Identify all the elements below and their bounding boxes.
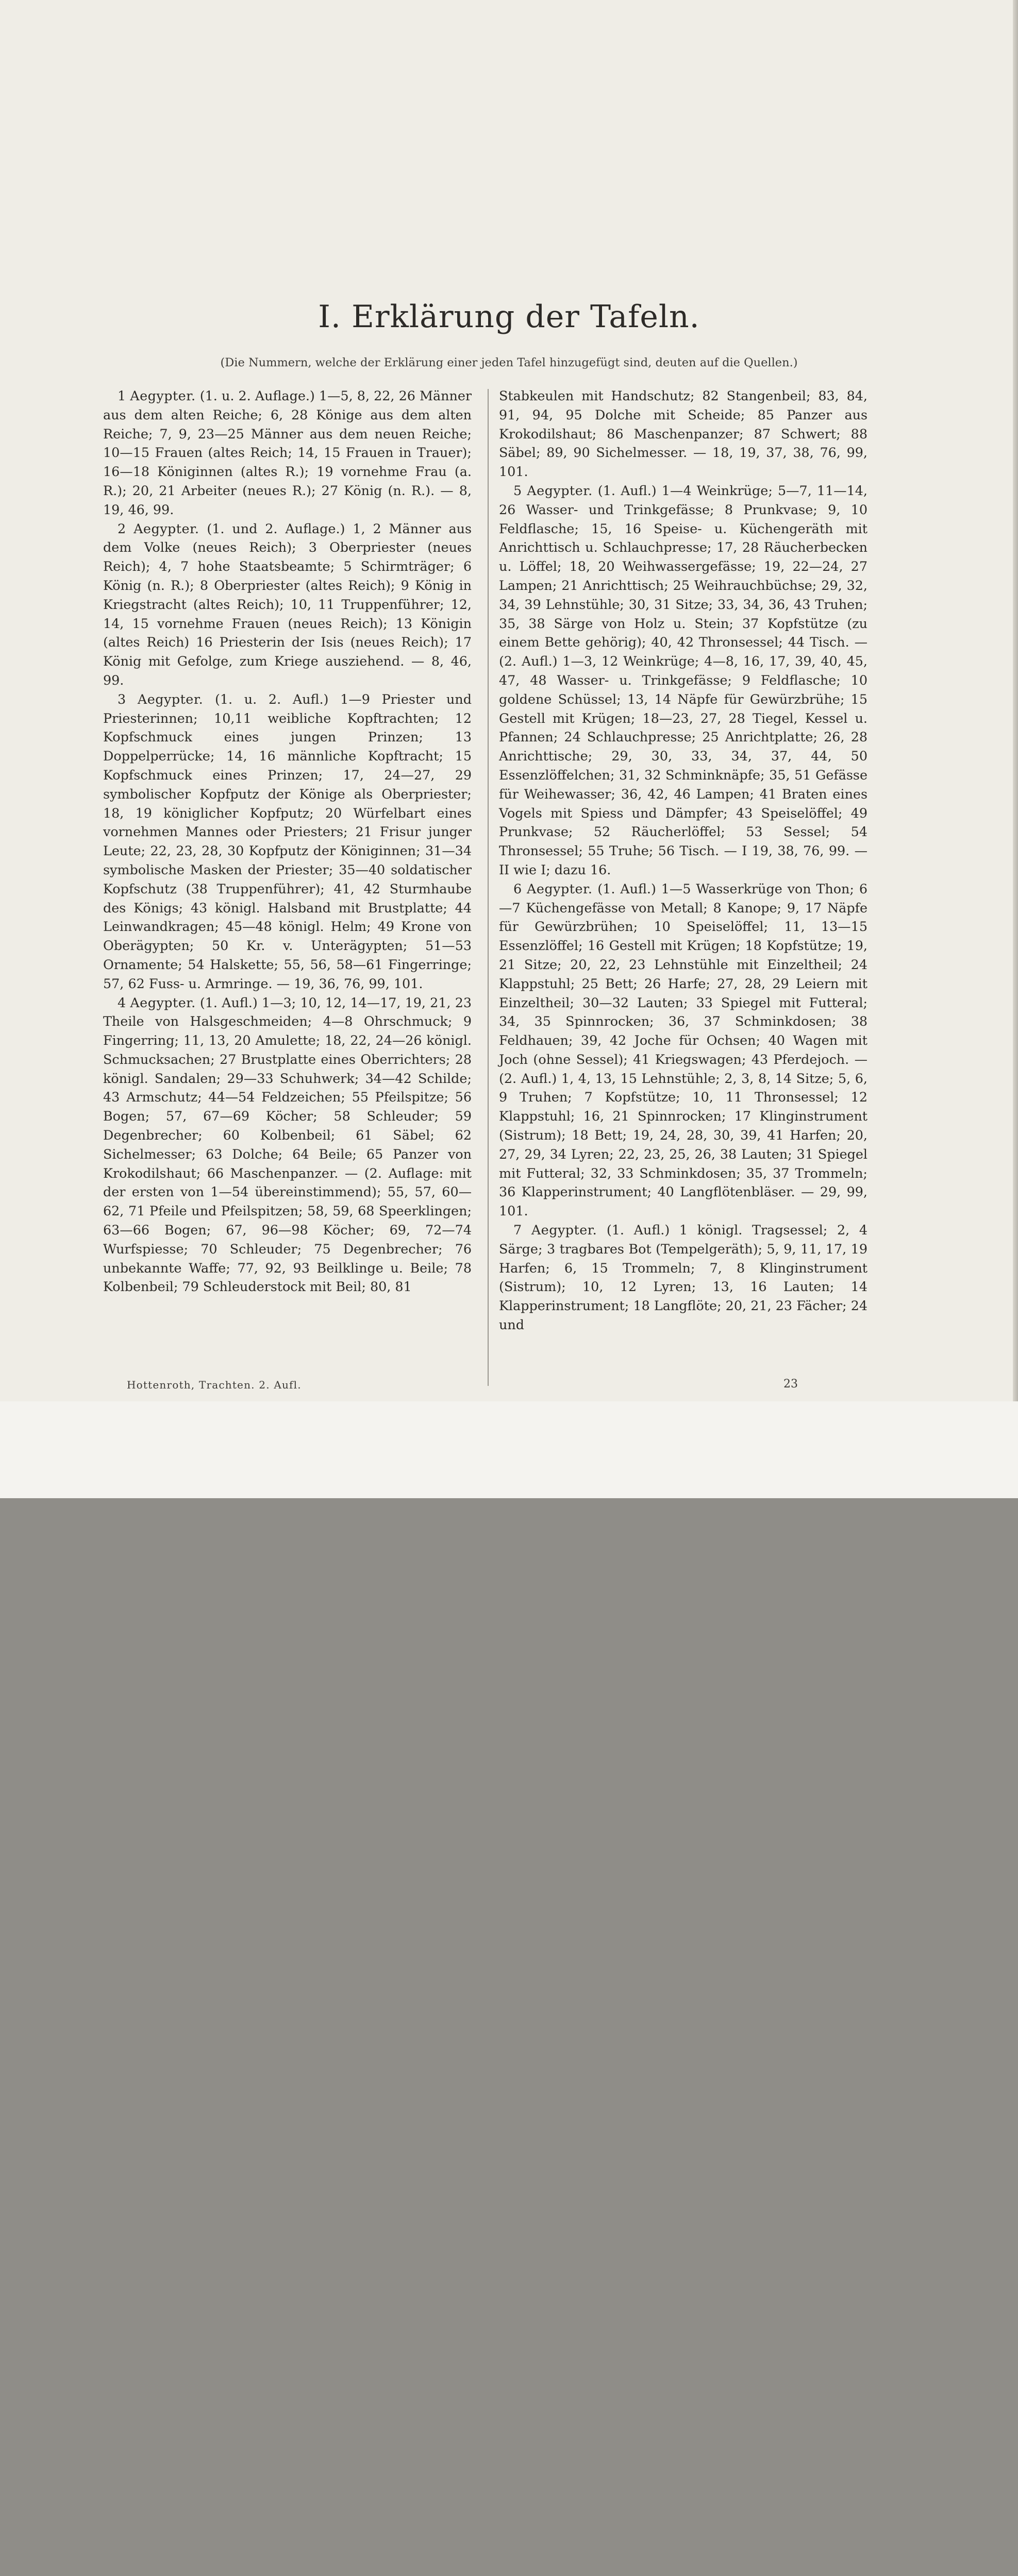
entry-paragraph <box>499 1221 867 1334</box>
entry-text: (1. und 2. Auflage.) 1, 2 Männer aus dem Volke (neues Reich); 3 Oberpriester (neues Reich); 4, 7 hohe Staatsbeamte; 5 Schirmträger; 6 König (n. R.); 8 Oberpriester (altes Reich); 9 König in Kriegstracht (altes Reich); 10, 11 Truppenführer; 12, 14, 15 vornehme Frauen (neues Reich); 13 Königin (altes Reich) 16 Priesterin der Isis (neues Reich); 17 König mit Gefolge, zum Kriege ausziehend. — 8, 46, 99. <box>103 520 472 688</box>
entry-text: (1. Aufl.) 1—5 Wasserkrüge von Thon; 6—7 Küchengefässe von Metall; 8 Kanope; 9, 17 Näpfe für Gewürzbrühen; 10 Speiselöffel; 11, 13—15 Essenzlöffel; 16 Gestell mit Krügen; 18 Kopfstütze; 19, 21 Sitze; 20, 22, 23 Lehnstühle mit Einzeltheil; 24 Klappstuhl; 25 Bett; 26 Harfe; 27, 28, 29 Leiern mit Einzeltheil; 30—32 Lauten; 33 Spiegel mit Futteral; 34, 35 Spinnrocken; 36, 37 Schminkdosen; 38 Feldhauen; 39, 42 Joche für Ochsen; 40 Wagen mit Joch (ohne Sessel); 41 Kriegswagen; 43 Pferdejoch. — (2. Aufl.) 1, 4, 13, 15 Lehnstühle; 2, 3, 8, 14 Sitze; 5, 6, 9 Truhen; 7 Kopfstütze; 10, 11 Thronsessel; 12 Klappstuhl; 16, 21 Spinnrocken; 17 Klinginstrument (Sistrum); 18 Bett; 19, 24, 28, 30, 39, 41 Harfen; 20, 27, 29, 34 Lyren; 22, 23, 25, 26, 38 Lauten; 31 Spiegel mit Futteral; 32, 33 Schminkdosen; 35, 37 Trommeln; 36 Klapperinstrument; 40 Langflötenbläser. — 29, 99, 101. <box>499 880 867 1219</box>
footer-citation: Hottenroth, Trachten. 2. Aufl. <box>127 1379 302 1391</box>
entry-title: Aegypter. <box>137 691 204 707</box>
page-subheading: (Die Nummern, welche der Erklärung einer jeden Tafel hinzugefügt sind, deuten auf die Quellen.) <box>220 356 798 369</box>
entry-number: 6 <box>513 880 522 896</box>
entry-number: 5 <box>513 482 522 498</box>
entry-title: Aegypter. <box>527 880 593 896</box>
entry-paragraph <box>103 519 472 690</box>
entry-number: 4 <box>118 994 126 1010</box>
entry-paragraph <box>499 879 867 1221</box>
page-heading: I. Erklärung der Tafeln. <box>318 299 700 335</box>
entry-title: Aegypter. <box>527 482 593 498</box>
entry-paragraph <box>103 690 472 993</box>
column-divider <box>488 389 489 1386</box>
entry-paragraph <box>499 481 867 879</box>
entry-text: (1. u. 2. Aufl.) 1—9 Priester und Priesterinnen; 10,11 weibliche Kopftrachten; 12 Kopfschmuck eines jungen Prinzen; 13 Doppelperrücke; 14, 16 männliche Kopftracht; 15 Kopfschmuck eines Prinzen; 17, 24—27, 29 symbolischer Kopfputz der Könige als Oberpriester; 18, 19 königlicher Kopfputz; 20 Würfelbart eines vornehmen Mannes oder Priesters; 21 Frisur junger Leute; 22, 23, 28, 30 Kopfputz der Königinnen; 31—34 symbolische Masken der Priester; 35—40 soldatischer Kopfschutz (38 Truppenführer); 41, 42 Sturmhaube des Königs; 43 königl. Halsband mit Brustplatte; 44 Leinwandkragen; 45—48 königl. Helm; 49 Krone von Oberägypten; 50 Kr. v. Unterägypten; 51—53 Ornamente; 54 Halskette; 55, 56, 58—61 Fingerringe; 57, 62 Fuss- u. Armringe. — 19, 36, 76, 99, 101. <box>103 691 472 991</box>
entry-title: Aegypter. <box>531 1222 597 1238</box>
page-number: 23 <box>783 1378 798 1391</box>
entry-number: 1 <box>118 388 126 403</box>
entry-text: (1. Aufl.) 1 königl. Tragsessel; 2, 4 Särge; 3 tragbares Bot (Tempelgeräth); 5, 9, 11, 17, 19 Harfen; 6, 15 Trommeln; 7, 8 Klinginstrument (Sistrum); 10, 12 Lyren; 13, 16 Lauten; 14 Klapperinstrument; 18 Langflöte; 20, 21, 23 Fächer; 24 und <box>499 1222 867 1333</box>
entry-paragraph <box>103 386 472 519</box>
left-text-column <box>103 386 472 1396</box>
entry-text: (1. Aufl.) 1—3; 10, 12, 14—17, 19, 21, 23 Theile von Halsgeschmeiden; 4—8 Ohrschmuck; 9 Fingerring; 11, 13, 20 Amulette; 18, 22, 24—26 königl. Schmucksachen; 27 Brustplatte eines Oberrichters; 28 königl. Sandalen; 29—33 Schuhwerk; 34—42 Schilde; 43 Armschutz; 44—54 Feldzeichen; 55 Pfeilspitze; 56 Bogen; 57, 67—69 Köcher; 58 Schleuder; 59 Degenbrecher; 60 Kolbenbeil; 61 Säbel; 62 Sichelmesser; 63 Dolche; 64 Beile; 65 Panzer von Krokodilshaut; 66 Maschenpanzer. — (2. Auflage: mit der ersten von 1—54 übereinstimmend); 55, 57, 60—62, 71 Pfeile und Pfeilspitzen; 58, 59, 68 Speerklingen; 63—66 Bogen; 67, 96—98 Köcher; 69, 72—74 Wurfspiesse; 70 Schleuder; 75 Degenbrecher; 76 unbekannte Waffe; 77, 92, 93 Beilklinge u. Beile; 78 Kolbenbeil; 79 Schleuderstock mit Beil; 80, 81 <box>103 994 472 1295</box>
entry-title: Aegypter. <box>133 520 199 536</box>
entry-title: Aegypter. <box>130 388 196 403</box>
entry-number: 3 <box>118 691 126 707</box>
entry-title: Aegypter. <box>130 994 196 1010</box>
entry-number: 7 <box>513 1222 522 1238</box>
right-text-column <box>499 386 867 1396</box>
entry-text: (1. u. 2. Auflage.) 1—5, 8, 22, 26 Männer aus dem alten Reiche; 6, 28 Könige aus dem alten Reiche; 7, 9, 23—25 Männer aus dem neuen Reiche; 10—15 Frauen (altes Reich; 14, 15 Frauen in Trauer); 16—18 Königinnen (altes R.); 19 vornehme Frau (a. R.); 20, 21 Arbeiter (neues R.); 27 König (n. R.). — 8, 19, 46, 99. <box>103 388 472 517</box>
entry-text: Stabkeulen mit Handschutz; 82 Stangenbeil; 83, 84, 91, 94, 95 Dolche mit Scheide; 85 Panzer aus Krokodilshaut; 86 Maschenpanzer; 87 Schwert; 88 Säbel; 89, 90 Sichelmesser. — 18, 19, 37, 38, 76, 99, 101. <box>499 388 867 480</box>
library-bar <box>0 1401 1018 1498</box>
entry-continuation <box>499 386 867 481</box>
entry-paragraph <box>103 993 472 1297</box>
entry-text: (1. Aufl.) 1—4 Weinkrüge; 5—7, 11—14, 26 Wasser- und Trinkgefässe; 8 Prunkvase; 9, 10 Feldflasche; 15, 16 Speise- u. Küchengeräth mit Anrichttisch u. Schlauchpresse; 17, 28 Räucherbecken u. Löffel; 18, 20 Weihwassergefässe; 19, 22—24, 27 Lampen; 21 Anrichttisch; 25 Weihrauchbüchse; 29, 32, 34, 39 Lehnstühle; 30, 31 Sitze; 33, 34, 36, 43 Truhen; 35, 38 Särge von Holz u. Stein; 37 Kopfstütze (zu einem Bette gehörig); 40, 42 Thronsessel; 44 Tisch. — (2. Aufl.) 1—3, 12 Weinkrüge; 4—8, 16, 17, 39, 40, 45, 47, 48 Wasser- u. Trinkgefässe; 9 Feldflasche; 10 goldene Schüssel; 13, 14 Näpfe für Gewürzbrühe; 15 Gestell mit Krügen; 18—23, 27, 28 Tiegel, Kessel u. Pfannen; 24 Schlauchpresse; 25 Anrichtplatte; 26, 28 Anrichttische; 29, 30, 33, 34, 37, 44, 50 Essenzlöffelchen; 31, 32 Schminknäpfe; 35, 51 Gefässe für Weihewasser; 36, 42, 46 Lampen; 41 Braten eines Vogels mit Spiess und Dämpfer; 43 Speiselöffel; 49 Prunkvase; 52 Räucherlöffel; 53 Sessel; 54 Thronsessel; 55 Truhe; 56 Tisch. — I 19, 38, 76, 99. — II wie I; dazu 16. <box>499 482 867 877</box>
entry-number: 2 <box>118 520 126 536</box>
